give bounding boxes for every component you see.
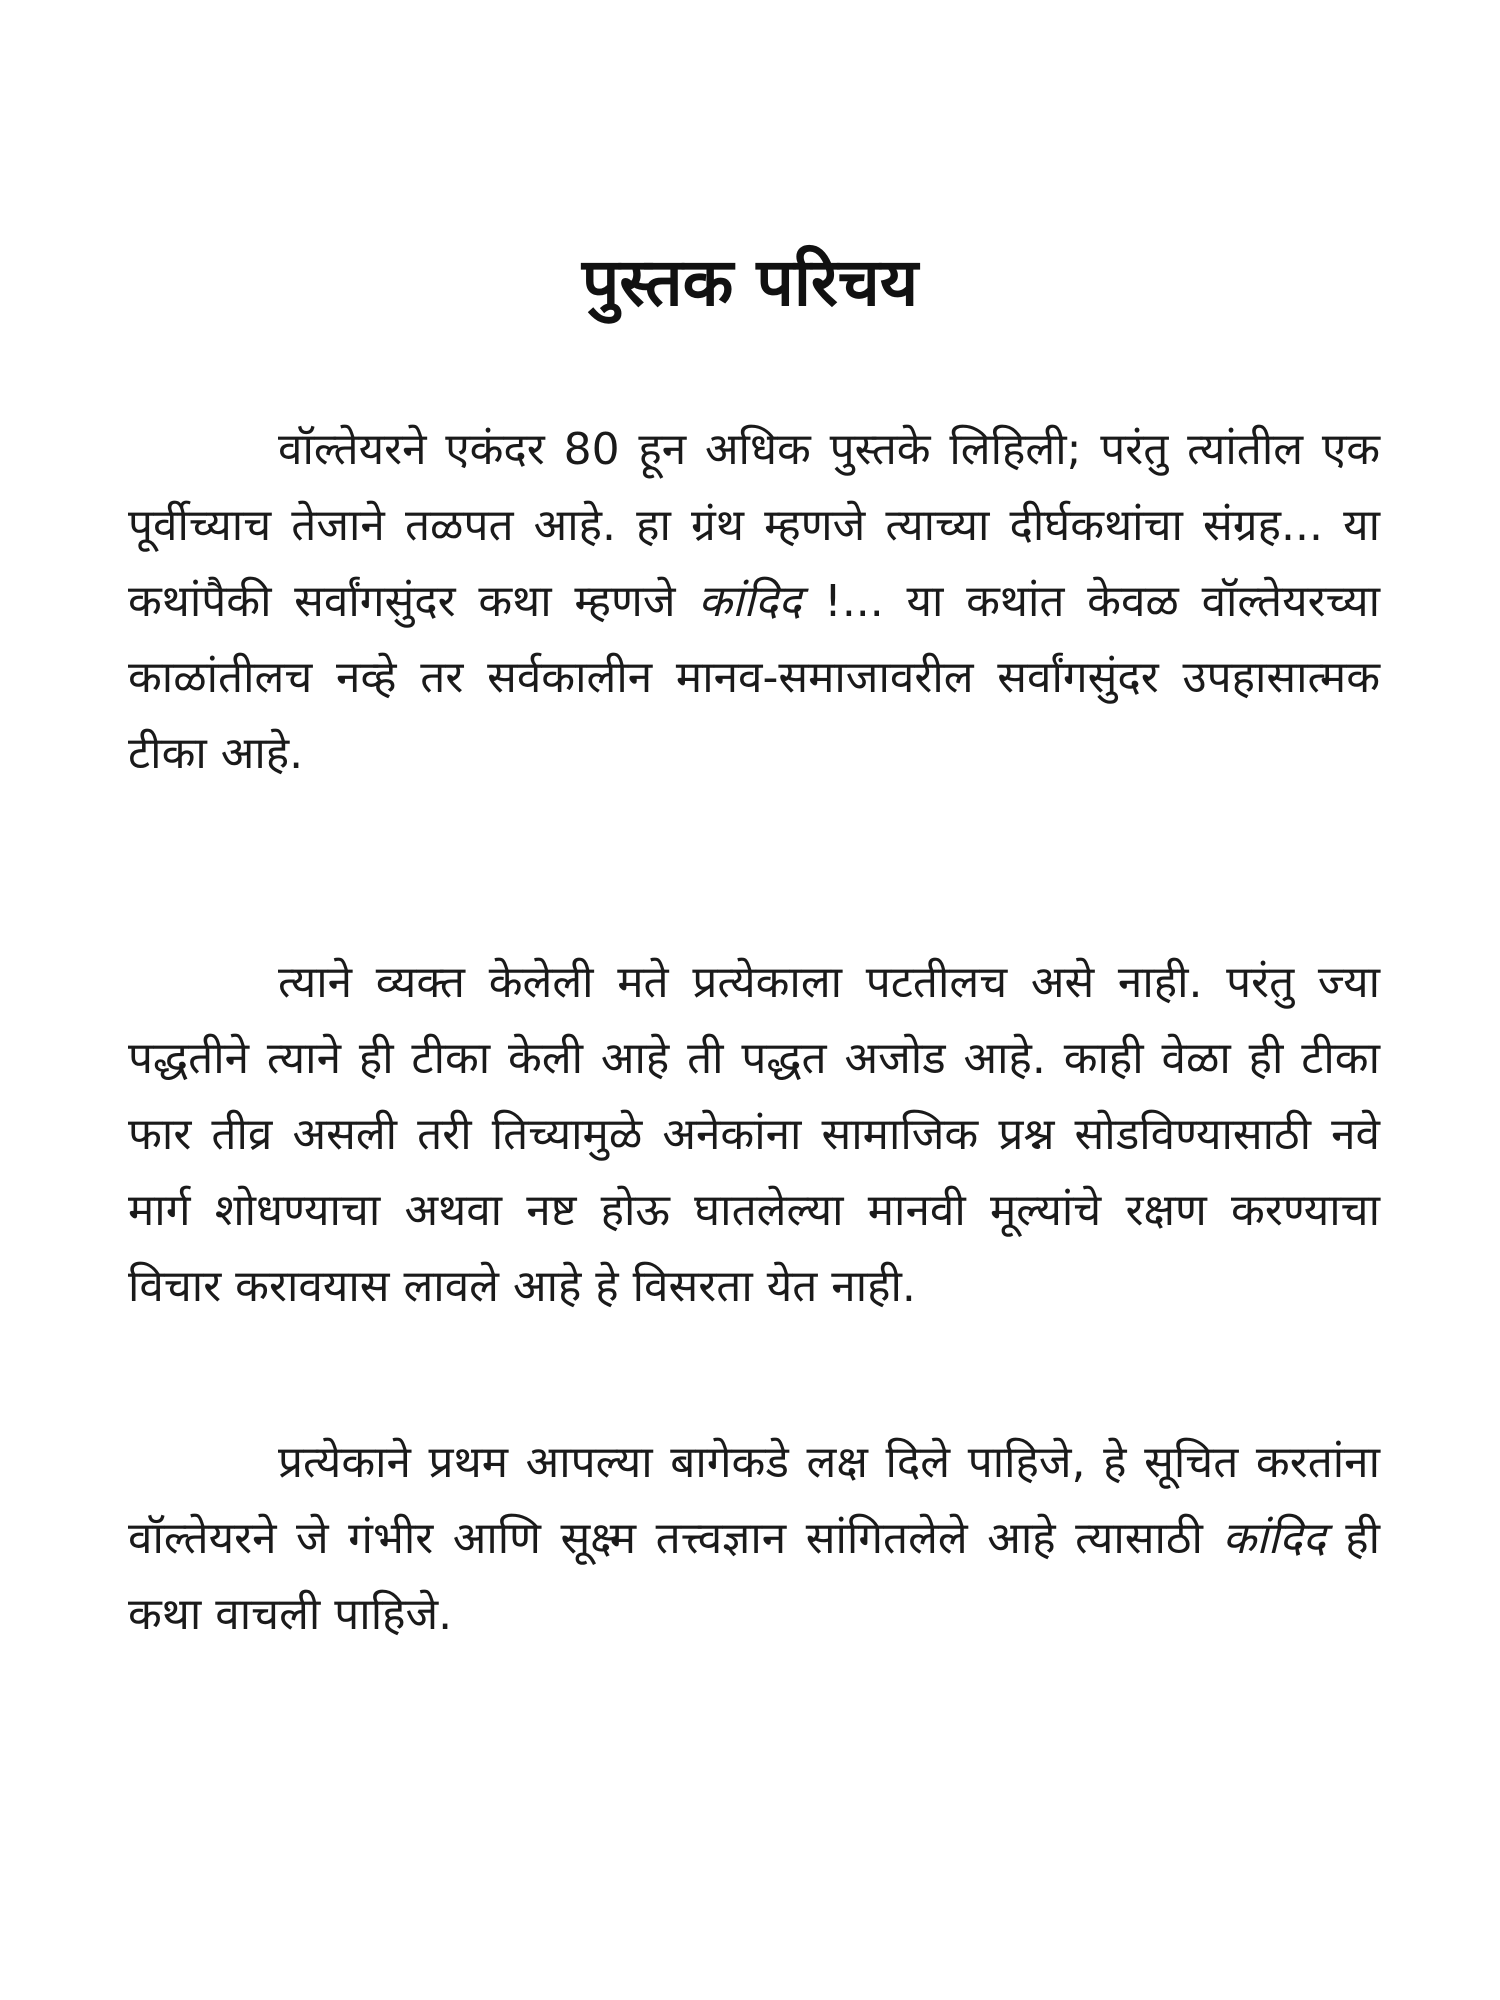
paragraph-2: त्याने व्यक्त केलेली मते प्रत्येकाला पटतीलच असे नाही. परंतु ज्या पद्धतीने त्याने ही टीका केली आहे ती पद्धत अजोड आहे. काही वेळा ही टीका फार तीव्र असली तरी तिच्यामुळे अनेकांना सामाजिक प्रश्न सोडविण्यासाठी नवे मार्ग शोधण्याचा अथवा नष्ट होऊ घातलेल्या मानवी मूल्यांचे रक्षण करण्याचा विचार करावयास लावले आहे हे विसरता येत नाही. xyxy=(128,957,1380,1312)
paragraph-1-text-end: !... या कथांत केवळ वॉल्तेयरच्या काळांतीलच नव्हे तर सर्वकालीन मानव-समाजावरील सर्वांगसुंदर उपहासात्मक टीका आहे. xyxy=(128,576,1380,779)
paragraph-3-text-start: प्रत्येकाने प्रथम आपल्या बागेकडे लक्ष दिले पाहिजे, हे सूचित करतांना वॉल्तेयरने जे गंभीर आणि सूक्ष्म तत्त्वज्ञान सांगितलेले आहे त्यासाठी xyxy=(128,1437,1380,1564)
paragraph-3-book-title: कांदिद xyxy=(1222,1513,1326,1564)
paragraph-3-text-end: ही कथा वाचली पाहिजे. xyxy=(128,1513,1380,1640)
paragraph-1-text-start: वॉल्तेयरने एकंदर 80 हून अधिक पुस्तके लिहिली; परंतु त्यांतील एक पूर्वीच्याच तेजाने तळपत आहे. हा ग्रंथ म्हणजे त्याच्या दीर्घकथांचा संग्रह... या कथांपैकी सर्वांगसुंदर कथा म्हणजे xyxy=(128,424,1380,627)
paragraph-1-book-title: कांदिद xyxy=(698,576,802,627)
paragraph-1 xyxy=(128,412,1380,792)
paragraph-3 xyxy=(128,1425,1380,1653)
page-title: पुस्तक परिचय xyxy=(581,244,919,321)
